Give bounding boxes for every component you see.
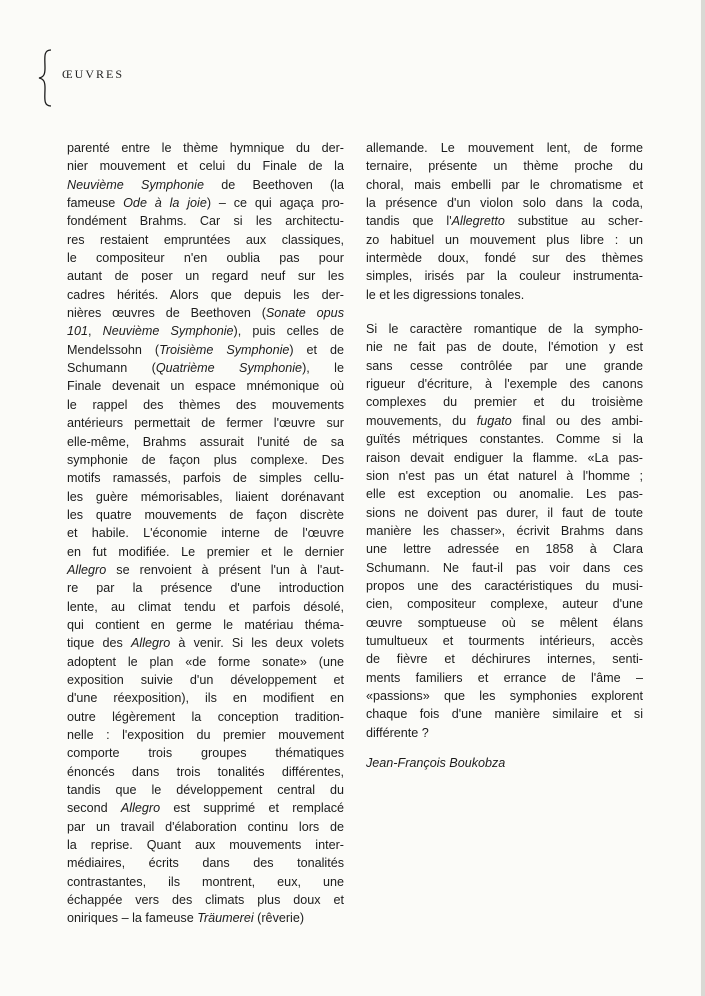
text-line: le et les digressions tonales. [366,287,525,302]
text-line: tandis que l'Allegretto substitue au scher- [366,214,643,229]
text-line: second Allegro est supprimé et remplacé [67,801,345,816]
text-line: Si le caractère romantique de la sympho- [366,322,643,337]
text-line: sans cesse contrôlée par une grande [366,358,643,373]
text-line: antérieurs permettait de fermer l'œuvre sur [67,416,344,431]
paragraph-gap [366,304,643,320]
text-line: différente ? [366,725,429,740]
text-line: outre légèrement la conception tradition- [67,709,344,724]
text-line: tumultueux et tourments intérieurs, accès [366,633,643,648]
text-line: la reprise. Quant aux mouvements inter- [67,838,344,853]
text-line: Finale devenait un espace mnémonique où [67,379,344,394]
text-line: le rappel des thèmes des mouvements [67,397,344,412]
text-line: lente, au climat tendu et parfois désolé, [67,599,344,614]
right-column [366,139,643,770]
right-paragraph-2 [366,320,643,742]
text-line: nier mouvement et celui du Finale de la [67,159,344,174]
text-line: fondément Brahms. Car si les architectu- [67,214,344,229]
text-line: tique des Allegro à venir. Si les deux volets [67,636,344,651]
text-line: parenté entre le thème hymnique du der- [67,141,344,155]
curly-brace-icon [36,48,58,108]
text-line: zo habituel un mouvement plus libre : un [366,232,643,247]
text-line: raison devait endiguer la flamme. «La pas- [366,450,643,465]
text-line: exposition suivie d'un développement et [67,672,344,687]
text-line: fameuse Ode à la joie) – ce qui agaça pro- [67,196,344,211]
text-line: ments familiers et errance de l'âme – [366,670,643,685]
left-paragraph-1 [67,139,344,928]
text-line: simples, irisés par la couleur instrumenta- [366,269,643,284]
text-line: cien, compositeur complexe, auteur d'une [366,597,643,612]
author-signature: Jean-François Boukobza [366,756,506,770]
text-line: les guère mémorisables, liaient dorénavant [67,489,344,504]
text-line: tandis que le développement central du [67,783,344,798]
left-column [67,139,344,928]
text-line: Allegro se renvoient à présent l'un à l'aut- [67,562,344,577]
page-edge [701,0,705,996]
text-line: adoptent le plan «de forme sonate» (une [67,654,344,669]
text-line: échappée vers des climats plus doux et [67,893,344,908]
text-line: choral, mais embelli par le chromatisme et [366,177,643,192]
text-line: mouvements, du fugato final ou des ambi- [366,413,643,428]
text-line: Schumann. Ne faut-il pas voir dans ces [366,560,643,575]
text-line: 101, Neuvième Symphonie), puis celles de [67,324,344,339]
text-line: nières œuvres de Beethoven (Sonate opus [67,306,344,321]
text-line: motifs ramassés, parfois de simples cellu- [67,471,344,486]
section-label: ŒUVRES [62,67,125,81]
text-line: cadres hérités. Alors que depuis les der- [67,287,344,302]
text-line: re par la présence d'une introduction [67,581,344,596]
text-line: œuvre somptueuse où se mêlent élans [366,615,643,630]
text-line: oniriques – la fameuse Träumerei (rêverie) [67,911,305,926]
text-line: elle est exception ou anomalie. Les pas- [366,487,643,502]
text-line: «passions» que les symphonies explorent [366,688,643,703]
text-line: contrastantes, ils montrent, eux, une [67,874,344,889]
text-line: nie ne fait pas de doute, l'émotion y est [366,340,643,355]
text-line: res restaient empruntées aux classiques, [67,232,344,247]
text-line: une lettre adressée en 1858 à Clara [366,542,643,557]
text-line: Neuvième Symphonie de Beethoven (la [67,177,344,192]
text-line: qui contient en germe le matériau théma- [67,617,344,632]
text-line: sions ne doivent pas durer, il faut de toute [366,505,643,520]
text-line: elle-même, Brahms assurait l'unité de sa [67,434,344,449]
text-line: comporte trois groupes thématiques [67,746,344,761]
text-line: Mendelssohn (Troisième Symphonie) et de [67,342,344,357]
text-line: par un travail d'élaboration continu lors de [67,819,344,834]
text-line: chaque fois d'une manière similaire et si [366,707,643,722]
text-line: allemande. Le mouvement lent, de forme [366,141,643,155]
text-line: le compositeur n'en oublia pas pour [67,251,344,266]
text-line: propos une des caractéristiques du musi- [366,578,643,593]
right-paragraph-1 [366,139,643,304]
text-line: rigueur d'écriture, à l'exemple des canons [366,377,643,392]
text-line: intermède doux, fondé sur des thèmes [366,251,643,266]
text-line: d'une réexposition), ils en modifient en [67,691,344,706]
text-line: ternaire, présente un thème proche du [366,159,643,174]
text-line: sion n'est pas un état naturel à l'homme ; [366,468,643,483]
text-line: de fièvre et déchirures internes, senti- [366,652,643,667]
text-line: en fut modifiée. Le premier et le dernier [67,544,344,559]
text-line: énoncés dans trois tonalités différentes, [67,764,344,779]
text-line: la présence d'un violon solo dans la coda, [366,196,643,211]
text-line: guïtés métriques constantes. Comme si la [366,432,643,447]
text-line: autant de poser un regard neuf sur les [67,269,344,284]
text-line: symphonie de façon plus complexe. Des [67,452,344,467]
text-line: les quatre mouvements de façon discrète [67,507,344,522]
text-line: nelle : l'exposition du premier mouvement [67,728,344,742]
text-line: complexes du premier et du troisième [366,395,643,410]
text-line: Schumann (Quatrième Symphonie), le [67,361,344,376]
text-line: manière les chasser», écrivit Brahms dans [366,523,643,538]
text-line: médiaires, écrits dans des tonalités [67,856,344,871]
text-line: et habile. L'économie interne de l'œuvre [67,526,344,541]
